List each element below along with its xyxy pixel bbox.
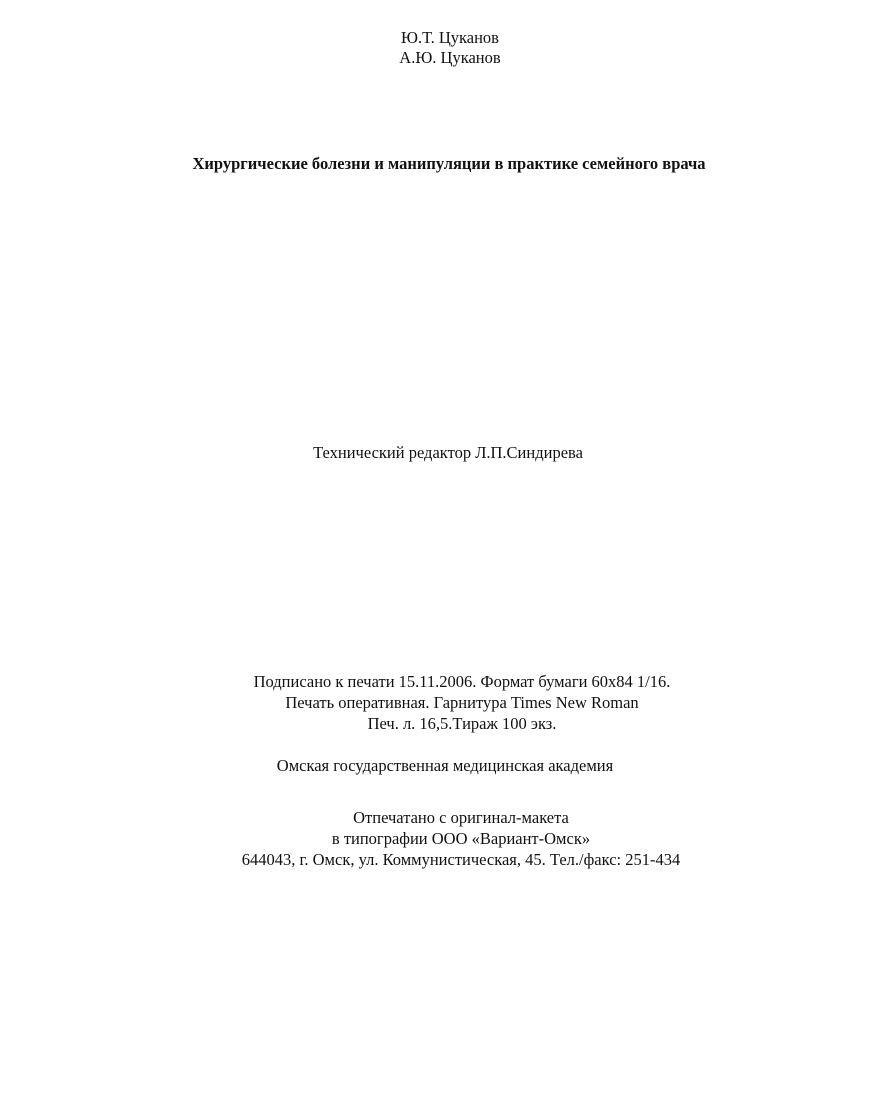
printer-address: 644043, г. Омск, ул. Коммунистическая, 45. Тел./факс: 251-434 [241, 850, 681, 869]
author-1: Ю.Т. Цуканов [401, 28, 499, 47]
printer-line-2: в типографии ООО «Вариант-Омск» [331, 829, 591, 848]
print-info-line-1: Подписано к печати 15.11.2006. Формат бумаги 60х84 1/16. [253, 672, 671, 691]
publisher: Омская государственная медицинская академия [276, 756, 614, 775]
print-info-line-2: Печать оперативная. Гарнитура Times New Roman [285, 693, 639, 712]
technical-editor: Технический редактор Л.П.Синдирева [313, 443, 583, 462]
print-info-line-3: Печ. л. 16,5.Тираж 100 экз. [367, 714, 557, 733]
book-title: Хирургические болезни и манипуляции в практике семейного врача [192, 154, 706, 173]
author-2: А.Ю. Цуканов [399, 48, 501, 67]
printer-line-1: Отпечатано с оригинал-макета [353, 808, 569, 827]
